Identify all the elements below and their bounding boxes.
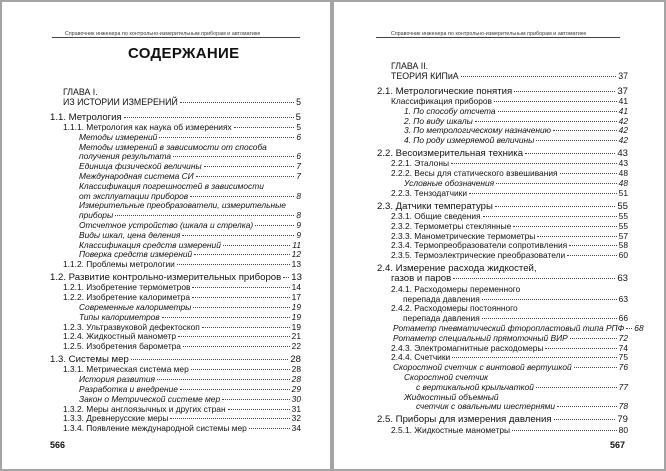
toc-page-number: 21 (291, 331, 301, 342)
dot-leader (496, 183, 617, 184)
toc-entry-title: Отсчетное устройство (шкала и стрелка) (79, 219, 254, 230)
toc-page-number: 48 (618, 177, 628, 188)
toc-entry-title: История развития (79, 374, 155, 385)
toc-page-number: 57 (618, 230, 628, 241)
toc-page-number: 14 (291, 282, 301, 293)
toc-page-number: 37 (617, 85, 628, 97)
dot-leader (482, 318, 617, 319)
toc-entry-title: Классификация приборов (391, 96, 492, 106)
toc-page-number: 55 (618, 210, 628, 221)
toc-entry-line (377, 136, 628, 146)
toc-entry-line (377, 426, 628, 436)
table-of-contents-left (50, 88, 301, 434)
toc-page-number: 6 (296, 151, 301, 162)
dot-leader (536, 140, 616, 141)
toc-page-number: 42 (618, 125, 628, 136)
dot-leader (536, 387, 617, 388)
toc-page-number: 48 (618, 168, 628, 179)
toc-entry-title: газов и паров (391, 273, 452, 285)
toc-entry-line (377, 189, 628, 199)
dot-leader (131, 359, 289, 360)
toc-entry-title: Международная система СИ (79, 170, 194, 181)
toc-page-number: 43 (617, 147, 628, 159)
toc-entry-title: Классификация погрешностей в зависимости (79, 180, 264, 191)
toc-entry-title: ИЗ ИСТОРИИ ИЗМЕРЕНИЙ (63, 96, 178, 107)
toc-entry-title: 2.4.4. Счетчики (391, 352, 451, 363)
toc-entry-title: 1.3.4. Появление международной системы мер (63, 423, 247, 434)
toc-entry-title: получения результата (79, 151, 172, 162)
toc-page-number: 79 (617, 414, 628, 426)
toc-entry (377, 136, 628, 146)
dot-leader (124, 117, 294, 118)
right-page (334, 2, 664, 469)
dot-leader (115, 215, 294, 216)
toc-page-number: 5 (296, 96, 301, 107)
dot-leader (177, 264, 290, 265)
toc-page-number: 17 (291, 292, 301, 303)
dot-leader (494, 101, 617, 102)
dot-leader (180, 102, 294, 103)
toc-page-number: 58 (618, 240, 628, 251)
toc-page-number: 19 (291, 311, 301, 322)
toc-entry-title: Методы измерений (79, 131, 158, 142)
dot-leader (569, 245, 616, 246)
dot-leader (513, 226, 616, 227)
toc-entry (50, 260, 301, 270)
toc-page-number: 77 (618, 381, 628, 392)
dot-leader (469, 193, 617, 194)
toc-entry-title: 1.3.2. Меры англоязычных и других стран (63, 403, 226, 414)
toc-entry-line (377, 251, 628, 261)
toc-entry-title: 2.2. Весоизмерительная техника (377, 147, 524, 159)
toc-entry-title: 2.3. Датчики температуры (377, 200, 493, 212)
toc-entry (50, 342, 301, 352)
dot-leader (180, 389, 290, 390)
dot-leader (192, 287, 289, 288)
toc-entry-title: 1. По способу отсчета (404, 105, 496, 116)
dot-leader (545, 348, 616, 349)
toc-entry (377, 373, 628, 393)
dot-leader (483, 216, 617, 217)
toc-page-number: 7 (296, 170, 301, 181)
toc-entry-title: Скоростной счетчик с винтовой вертушкой (393, 362, 572, 373)
toc-entry-line (50, 260, 301, 270)
toc-page-number: 41 (618, 105, 628, 116)
toc-entry (377, 264, 628, 285)
toc-page-number: 28 (291, 364, 301, 375)
toc-entry (377, 304, 628, 324)
dot-leader (557, 406, 617, 407)
toc-entry (377, 415, 628, 425)
toc-entry-title: приборы (79, 210, 114, 221)
toc-page-number: 5 (295, 111, 301, 123)
dot-leader (157, 379, 290, 380)
dot-leader (193, 307, 289, 308)
toc-entry (377, 393, 628, 413)
toc-page-number: 68 (634, 322, 644, 333)
toc-page-number: 41 (618, 96, 628, 106)
toc-entry-title: Единица физической величины (79, 161, 202, 172)
page-title: СОДЕРЖАНИЕ (128, 45, 240, 62)
toc-page-number: 66 (618, 313, 628, 324)
toc-page-number: 55 (617, 200, 628, 212)
toc-entry-line (377, 72, 628, 82)
toc-entry-line (50, 424, 301, 434)
toc-page-number: 12 (291, 249, 301, 260)
toc-entry-line (50, 98, 301, 108)
toc-entry-title: 1.3.3. Древнерусские меры (63, 413, 169, 424)
dot-leader (190, 196, 294, 197)
dot-leader (475, 121, 617, 122)
dot-leader (537, 236, 616, 237)
dot-leader (228, 409, 290, 410)
toc-entry-title: 3. По метрологическому назначению (404, 125, 551, 136)
toc-entry-title: 1.2. Развитие контрольно-измерительных приборов (50, 271, 282, 283)
toc-entry-title: 1.2.1. Изобретение термометров (63, 282, 191, 293)
toc-page-number: 29 (291, 383, 301, 394)
toc-entry-title: Условные обозначения (404, 177, 495, 188)
toc-entry-title: Жидкостный объемный (404, 391, 499, 402)
toc-entry (50, 424, 301, 434)
dot-leader (159, 137, 294, 138)
toc-entry-title: Виды шкал, цена деления (79, 229, 181, 240)
toc-page-number: 19 (291, 301, 301, 312)
toc-entry (377, 426, 628, 436)
toc-page-number: 28 (291, 374, 301, 385)
dot-leader (567, 255, 616, 256)
toc-entry-title: Методы измерений в зависимости от способа (79, 141, 267, 152)
toc-entry-title: счетчик с овальными шестернями (416, 401, 556, 412)
toc-entry-title: 2.5. Приборы для измерения давления (377, 414, 552, 426)
toc-page-number: 63 (618, 293, 628, 304)
toc-entry-title: 2.2.2. Весы для статического взвешивания (391, 168, 558, 179)
toc-entry-title: 2.4. Измерение расхода жидкостей, (377, 262, 537, 274)
toc-page-number: 78 (618, 401, 628, 412)
toc-page-number: 42 (618, 135, 628, 146)
toc-entry-title: 1.2.5. Изобретения барометра (63, 341, 181, 352)
toc-page-number: 19 (291, 321, 301, 332)
dot-leader (249, 428, 290, 429)
toc-entry-title: Поверка средств измерений (79, 249, 193, 260)
dot-leader (234, 127, 295, 128)
toc-page-number: 6 (296, 131, 301, 142)
toc-entry (50, 201, 301, 221)
toc-entry (50, 143, 301, 163)
dot-leader (183, 346, 290, 347)
toc-page-number: 60 (618, 250, 628, 261)
toc-page-number: 75 (618, 352, 628, 363)
dot-leader (255, 225, 294, 226)
toc-page-number: 9 (296, 219, 301, 230)
dot-leader (461, 76, 617, 77)
toc-entry (50, 88, 301, 108)
dot-leader (196, 176, 295, 177)
dot-leader (204, 166, 295, 167)
dot-leader (162, 317, 290, 318)
dot-leader (514, 91, 615, 92)
running-header: Справочник инженера по контрольно-измерительным приборам и автоматике (65, 31, 261, 37)
toc-entry (377, 251, 628, 261)
toc-entry-title: 1.1.1. Метрология как наука об измерениях (63, 122, 232, 132)
dot-leader (512, 430, 617, 431)
dot-leader (498, 111, 617, 112)
toc-page-number: 22 (291, 341, 301, 352)
dot-leader (192, 297, 290, 298)
toc-entry-title: 1.2.4. Жидкостный манометр (63, 331, 176, 342)
toc-entry-title: 2.2.1. Эталоны (391, 158, 449, 169)
toc-page-number: 9 (296, 229, 301, 240)
toc-entry-title: 1.1.2. Проблемы метрологии (63, 259, 175, 270)
toc-entry (377, 189, 628, 199)
toc-page-number: 76 (618, 362, 628, 373)
toc-page-number: 51 (618, 187, 628, 198)
toc-page-number: 34 (291, 423, 301, 434)
dot-leader (170, 418, 289, 419)
toc-page-number: 28 (290, 353, 301, 365)
toc-page-number: 13 (291, 271, 302, 283)
dot-leader (453, 278, 615, 279)
toc-entry-title: Типы калориметров (79, 311, 160, 322)
dot-leader (452, 357, 616, 358)
dot-leader (283, 277, 289, 278)
toc-page-number: 11 (292, 239, 301, 250)
toc-entry-title: Современные калориметры (79, 301, 192, 312)
toc-page-number: 37 (618, 70, 628, 81)
toc-page-number: 7 (296, 161, 301, 172)
toc-entry-title: ГЛАВА II. (391, 61, 429, 71)
toc-page-number: 72 (618, 332, 628, 343)
toc-entry-title: Ротаметр специальный прямоточный ВИР (393, 332, 568, 343)
dot-leader (223, 245, 290, 246)
toc-entry-title: 2.4.1. Расходомеры переменного (391, 283, 521, 294)
dot-leader (182, 235, 294, 236)
dot-leader (222, 399, 290, 400)
toc-entry (377, 285, 628, 305)
toc-entry-title: 2.3.3. Манометрические термометры (391, 230, 536, 241)
toc-page-number: 8 (296, 210, 301, 221)
toc-entry-title: перепада давления (403, 313, 480, 324)
toc-entry-line (50, 342, 301, 352)
toc-entry-title: 2.4.2. Расходомеры постоянного (391, 303, 518, 314)
toc-entry-title: 2.3.4. Термопреобразователи сопротивления (391, 240, 568, 251)
toc-entry-title: перепада давления (403, 293, 480, 304)
toc-page-number: 32 (291, 413, 301, 424)
toc-entry-title: 1.3. Системы мер (50, 353, 129, 365)
dot-leader (191, 369, 290, 370)
running-header: Справочник инженера по контрольно-измерительным приборам и автоматике (391, 31, 587, 37)
toc-entry-title: ТЕОРИЯ КИПиА (391, 70, 459, 81)
page-number: 567 (610, 440, 626, 450)
toc-page-number: 55 (618, 220, 628, 231)
toc-page-number: 80 (618, 424, 628, 435)
dot-leader (570, 338, 617, 339)
toc-entry-title: 2.3.2. Термометры стеклянные (391, 220, 512, 231)
header-rule (52, 37, 300, 38)
toc-page-number: 42 (618, 115, 628, 126)
toc-entry-title: 1.2.3. Ультразвуковой дефектоскоп (63, 321, 200, 332)
toc-entry-title: Закон о Метрической системе мер (79, 393, 221, 404)
dot-leader (525, 153, 615, 154)
toc-page-number: 8 (296, 190, 301, 201)
toc-entry (50, 182, 301, 202)
toc-entry-title: Классификация средств измерений (79, 239, 221, 250)
toc-entry-title: ГЛАВА I. (63, 87, 98, 97)
toc-entry-title: Скоростной счетчик (404, 371, 489, 382)
toc-entry-line (377, 415, 628, 425)
toc-entry-title: 1.3.1. Метрическая система мер (63, 364, 189, 375)
dot-leader (495, 206, 615, 207)
page-number: 566 (50, 440, 66, 450)
toc-entry-title: Разработка и внедрение (79, 383, 178, 394)
toc-entry-title: 4. По роду измеряемой величины (404, 135, 535, 146)
dot-leader (202, 327, 290, 328)
toc-entry-title: Измерительные преобразователи, измерительные (79, 200, 286, 211)
dot-leader (574, 367, 617, 368)
dot-leader (173, 156, 294, 157)
toc-entry-title: с вертикальной крыльчаткой (416, 381, 534, 392)
toc-entry-title: 2. По виду шкалы (404, 115, 473, 126)
toc-entry-title: 2.3.1. Общие сведения (391, 210, 481, 221)
dot-leader (482, 299, 617, 300)
toc-entry-title: 2.4.3. Электромагнитные расходомеры (391, 342, 544, 353)
left-page (2, 2, 330, 469)
toc-entry-title: 2.5.1. Жидкостные манометры (391, 424, 510, 435)
toc-page-number: 74 (618, 342, 628, 353)
toc-page-number: 13 (291, 259, 301, 270)
toc-entry-title: 2.3.5. Термоэлектрические преобразователи (391, 250, 566, 261)
dot-leader (626, 328, 632, 329)
toc-page-number: 31 (291, 403, 301, 414)
toc-entry-title: 1.2.2. Изобретение калориметра (63, 292, 190, 303)
toc-page-number: 63 (617, 273, 628, 285)
toc-page-number: 43 (618, 158, 628, 169)
toc-entry-title: Ротаметр пневматический фторопластовый типа РПФ (393, 322, 625, 333)
dot-leader (553, 130, 617, 131)
header-rule (376, 37, 620, 38)
table-of-contents-right (377, 61, 644, 435)
dot-leader (178, 336, 290, 337)
dot-leader (451, 163, 617, 164)
dot-leader (554, 419, 616, 420)
toc-entry-line (377, 402, 628, 412)
toc-entry-title: 2.2.3. Тензодатчики (391, 187, 468, 198)
toc-entry-title: 2.1. Метрологические понятия (377, 85, 513, 97)
dot-leader (560, 173, 617, 174)
dot-leader (194, 254, 290, 255)
toc-entry-title: от эксплуатации приборов (79, 190, 189, 201)
toc-entry (377, 62, 628, 82)
toc-page-number: 5 (296, 122, 301, 132)
toc-entry-title: 1.1. Метрология (50, 111, 122, 123)
toc-page-number: 30 (291, 393, 301, 404)
